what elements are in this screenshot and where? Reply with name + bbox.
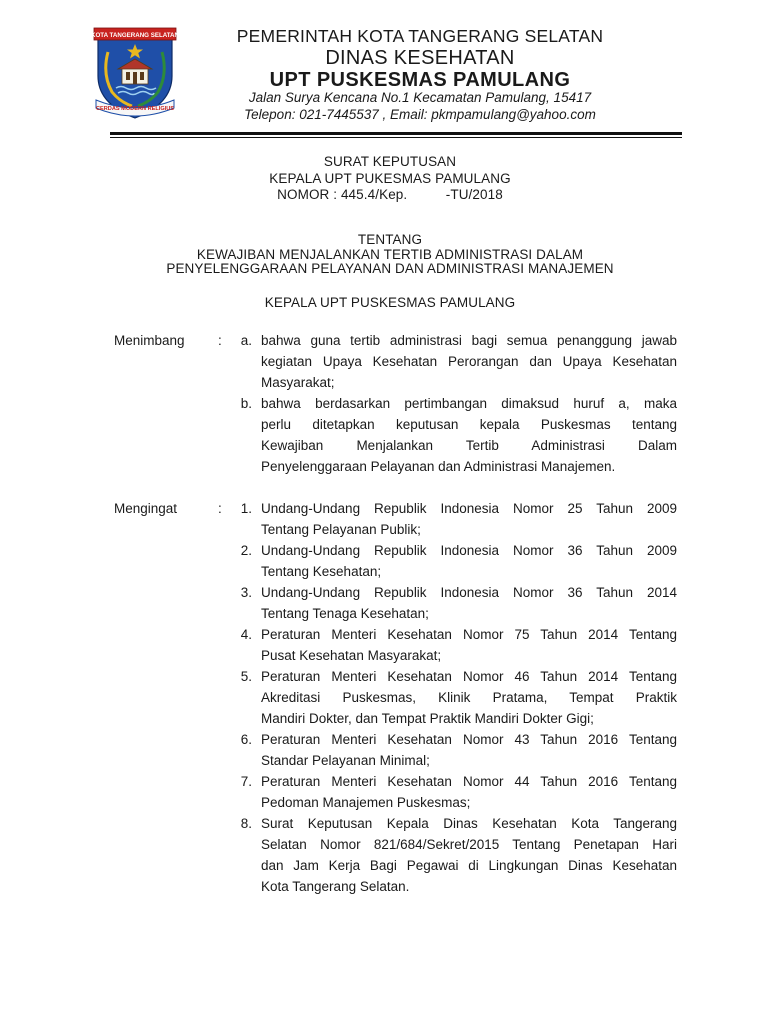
item-line: Mandiri Dokter, dan Tempat Praktik Mandiri Dokter Gigi; [261,711,594,726]
decree-number: NOMOR : 445.4/Kep. -TU/2018 [277,187,503,202]
item-marker: 3. [240,585,252,600]
item-line: Akreditasi Puskesmas, Klinik Pratama, Tempat Praktik [261,690,677,705]
about-line-1: KEWAJIBAN MENJALANKAN TERTIB ADMINISTRASI DALAM [196,247,584,262]
signer-heading: KEPALA UPT PUSKESMAS PAMULANG [264,295,516,310]
mengingat-label: Mengingat [114,501,178,516]
letterhead-divider-thick [110,132,682,135]
office-contact: Telepon: 021-7445537 , Email: pkmpamulang@yahoo.com [244,107,596,122]
item-line: Peraturan Menteri Kesehatan Nomor 44 Tahun 2016 Tentang [261,774,677,789]
item-marker: b. [240,396,252,411]
letterhead-divider-thin [110,137,682,138]
agency-name: DINAS KESEHATAN [325,47,515,69]
item-line: Undang-Undang Republik Indonesia Nomor 36 Tahun 2009 [261,543,677,558]
item-line: bahwa guna tertib administrasi bagi semua penanggung jawab [261,333,677,348]
item-line: Standar Pelayanan Minimal; [261,753,430,768]
item-marker: 5. [240,669,252,684]
item-line: Tentang Tenaga Kesehatan; [261,606,429,621]
item-line: kegiatan Upaya Kesehatan Perorangan dan Upaya Kesehatan [261,354,677,369]
item-marker: 6. [240,732,252,747]
item-line: perlu ditetapkan keputusan kepala Puskesmas tentang [261,417,677,432]
about-line-2: PENYELENGGARAAN PELAYANAN DAN ADMINISTRASI MANAJEMEN [166,261,614,276]
item-line: Undang-Undang Republik Indonesia Nomor 25 Tahun 2009 [261,501,677,516]
item-line: Masyarakat; [261,375,335,390]
item-line: Selatan Nomor 821/684/Sekret/2015 Tentang Penetapan Hari [261,837,677,852]
item-line: Tentang Pelayanan Publik; [261,522,421,537]
item-line: Pusat Kesehatan Masyarakat; [261,648,442,663]
svg-text:KOTA TANGERANG SELATAN: KOTA TANGERANG SELATAN [91,32,179,39]
item-line: Pedoman Manajemen Puskesmas; [261,795,471,810]
item-line: Penyelenggaraan Pelayanan dan Administrasi Manajemen. [261,459,616,474]
decree-title: SURAT KEPUTUSAN [323,154,457,169]
decree-issuer: KEPALA UPT PUKESMAS PAMULANG [269,171,511,186]
item-marker: 4. [240,627,252,642]
item-marker: 8. [240,816,252,831]
item-line: Kota Tangerang Selatan. [261,879,410,894]
item-line: Kewajiban Menjalankan Tertib Administrasi Dalam [261,438,677,453]
item-marker: 2. [240,543,252,558]
about-label: TENTANG [357,232,423,247]
item-marker: 1. [240,501,252,516]
item-line: Peraturan Menteri Kesehatan Nomor 43 Tahun 2016 Tentang [261,732,677,747]
item-line: Surat Keputusan Kepala Dinas Kesehatan Kota Tangerang [261,816,677,831]
menimbang-colon: : [218,333,222,348]
mengingat-colon: : [218,501,222,516]
item-line: Peraturan Menteri Kesehatan Nomor 46 Tahun 2014 Tentang [261,669,677,684]
item-line: bahwa berdasarkan pertimbangan dimaksud huruf a, maka [261,396,677,411]
item-marker: a. [240,333,252,348]
item-line: Tentang Kesehatan; [261,564,382,579]
item-line: Undang-Undang Republik Indonesia Nomor 36 Tahun 2014 [261,585,677,600]
unit-name: UPT PUSKESMAS PAMULANG [269,69,571,91]
item-line: dan Jam Kerja Bagi Pegawai di Lingkungan Dinas Kesehatan [261,858,677,873]
office-address: Jalan Surya Kencana No.1 Kecamatan Pamulang, 15417 [248,90,592,105]
government-name: PEMERINTAH KOTA TANGERANG SELATAN [236,26,604,46]
svg-text:CERDAS MODERN RELIGIUS: CERDAS MODERN RELIGIUS [95,106,175,112]
item-marker: 7. [240,774,252,789]
city-emblem-logo [88,22,182,120]
menimbang-label: Menimbang [114,333,185,348]
item-line: Peraturan Menteri Kesehatan Nomor 75 Tahun 2014 Tentang [261,627,677,642]
